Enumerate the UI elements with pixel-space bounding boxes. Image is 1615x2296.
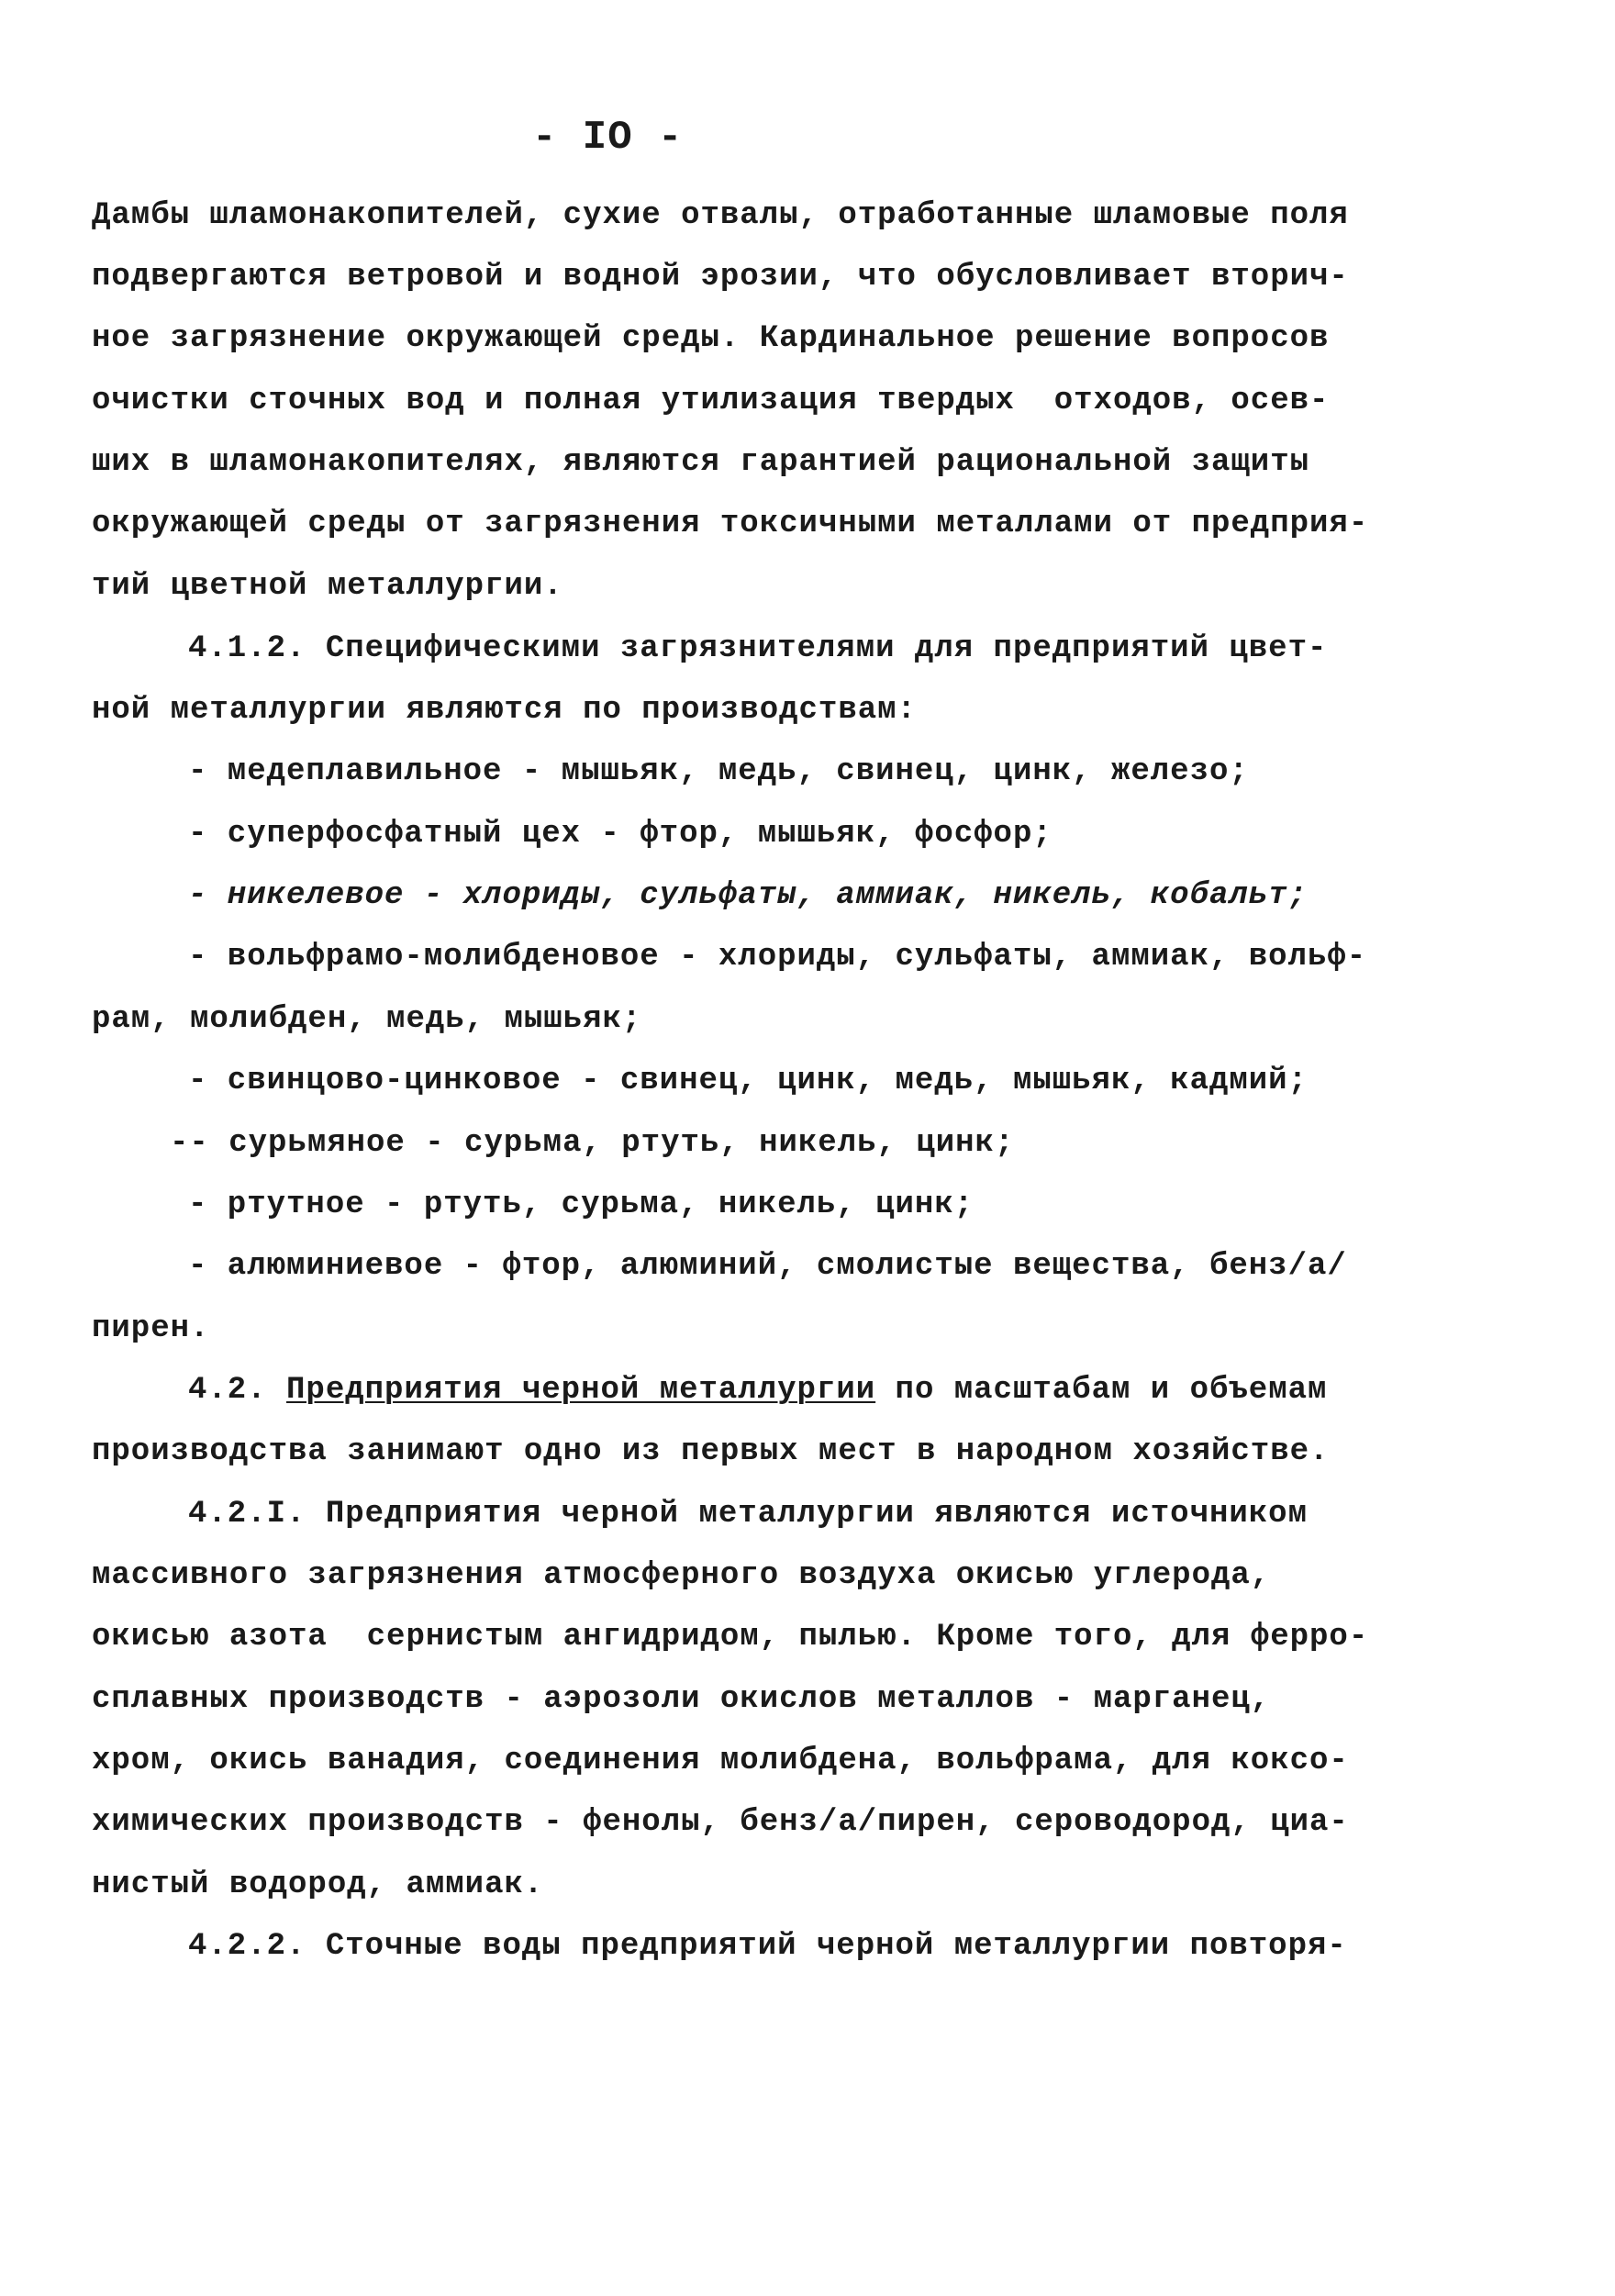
text-line: химических производств - фенолы, бенз/а/пирен, сероводород, циа- xyxy=(92,1805,1349,1840)
text-line: тий цветной металлургии. xyxy=(92,569,563,604)
text-line: производства занимают одно из первых мест в народном хозяйстве. xyxy=(92,1434,1330,1469)
text-line: сплавных производств - аэрозоли окислов металлов - марганец, xyxy=(92,1682,1271,1717)
text-line: ное загрязнение окружающей среды. Кардинальное решение вопросов xyxy=(92,321,1330,356)
list-item: - ртутное - ртуть, сурьма, никель, цинк; xyxy=(188,1187,975,1222)
section-4-2-heading-line xyxy=(188,1372,1327,1409)
section-4-2-1-line: 4.2.I. Предприятия черной металлургии являются источником xyxy=(188,1497,1308,1532)
section-4-1-2-intro-continued: ной металлургии являются по производствам: xyxy=(92,693,917,728)
list-item-continued: рам, молибден, медь, мышьяк; xyxy=(92,1002,642,1037)
list-item: - суперфосфатный цех - фтор, мышьяк, фосфор; xyxy=(188,817,1053,852)
list-item: - никелевое - хлориды, сульфаты, аммиак, никель, кобальт; xyxy=(188,878,1308,913)
list-item: - алюминиевое - фтор, алюминий, смолистые вещества, бенз/а/ xyxy=(188,1249,1347,1284)
section-title: Предприятия черной металлургии xyxy=(286,1373,876,1408)
list-item: -- сурьмяное - сурьма, ртуть, никель, цинк; xyxy=(170,1126,1015,1161)
page-number: - IO - xyxy=(532,115,684,161)
text-line: Дамбы шламонакопителей, сухие отвалы, отработанные шламовые поля xyxy=(92,198,1349,233)
list-item-continued: пирен. xyxy=(92,1311,210,1346)
text-line: массивного загрязнения атмосферного воздуха окисью углерода, xyxy=(92,1558,1271,1593)
text-line: нистый водород, аммиак. xyxy=(92,1867,544,1902)
list-item: - медеплавильное - мышьяк, медь, свинец, цинк, железо; xyxy=(188,754,1249,789)
text-line: окружающей среды от загрязнения токсичными металлами от предприя- xyxy=(92,507,1369,541)
text-line: подвергаются ветровой и водной эрозии, что обусловливает вторич- xyxy=(92,260,1349,295)
list-item: - вольфрамо-молибденовое - хлориды, сульфаты, аммиак, вольф- xyxy=(188,940,1367,975)
text-line: окисью азота сернистым ангидридом, пылью. Кроме того, для ферро- xyxy=(92,1620,1369,1655)
text-line: очистки сточных вод и полная утилизация твердых отходов, осев- xyxy=(92,384,1330,418)
section-number: 4.2. xyxy=(188,1373,267,1408)
text-line: ших в шламонакопителях, являются гарантией рациональной защиты xyxy=(92,445,1310,480)
section-4-1-2-intro: 4.1.2. Специфическими загрязнителями для предприятий цвет- xyxy=(188,631,1328,666)
text-line: хром, окись ванадия, соединения молибдена, вольфрама, для коксо- xyxy=(92,1744,1349,1778)
section-text: по масштабам и объемам xyxy=(875,1373,1328,1408)
list-item: - свинцово-цинковое - свинец, цинк, медь, мышьяк, кадмий; xyxy=(188,1064,1308,1098)
section-4-2-2-line: 4.2.2. Сточные воды предприятий черной металлургии повторя- xyxy=(188,1929,1347,1964)
